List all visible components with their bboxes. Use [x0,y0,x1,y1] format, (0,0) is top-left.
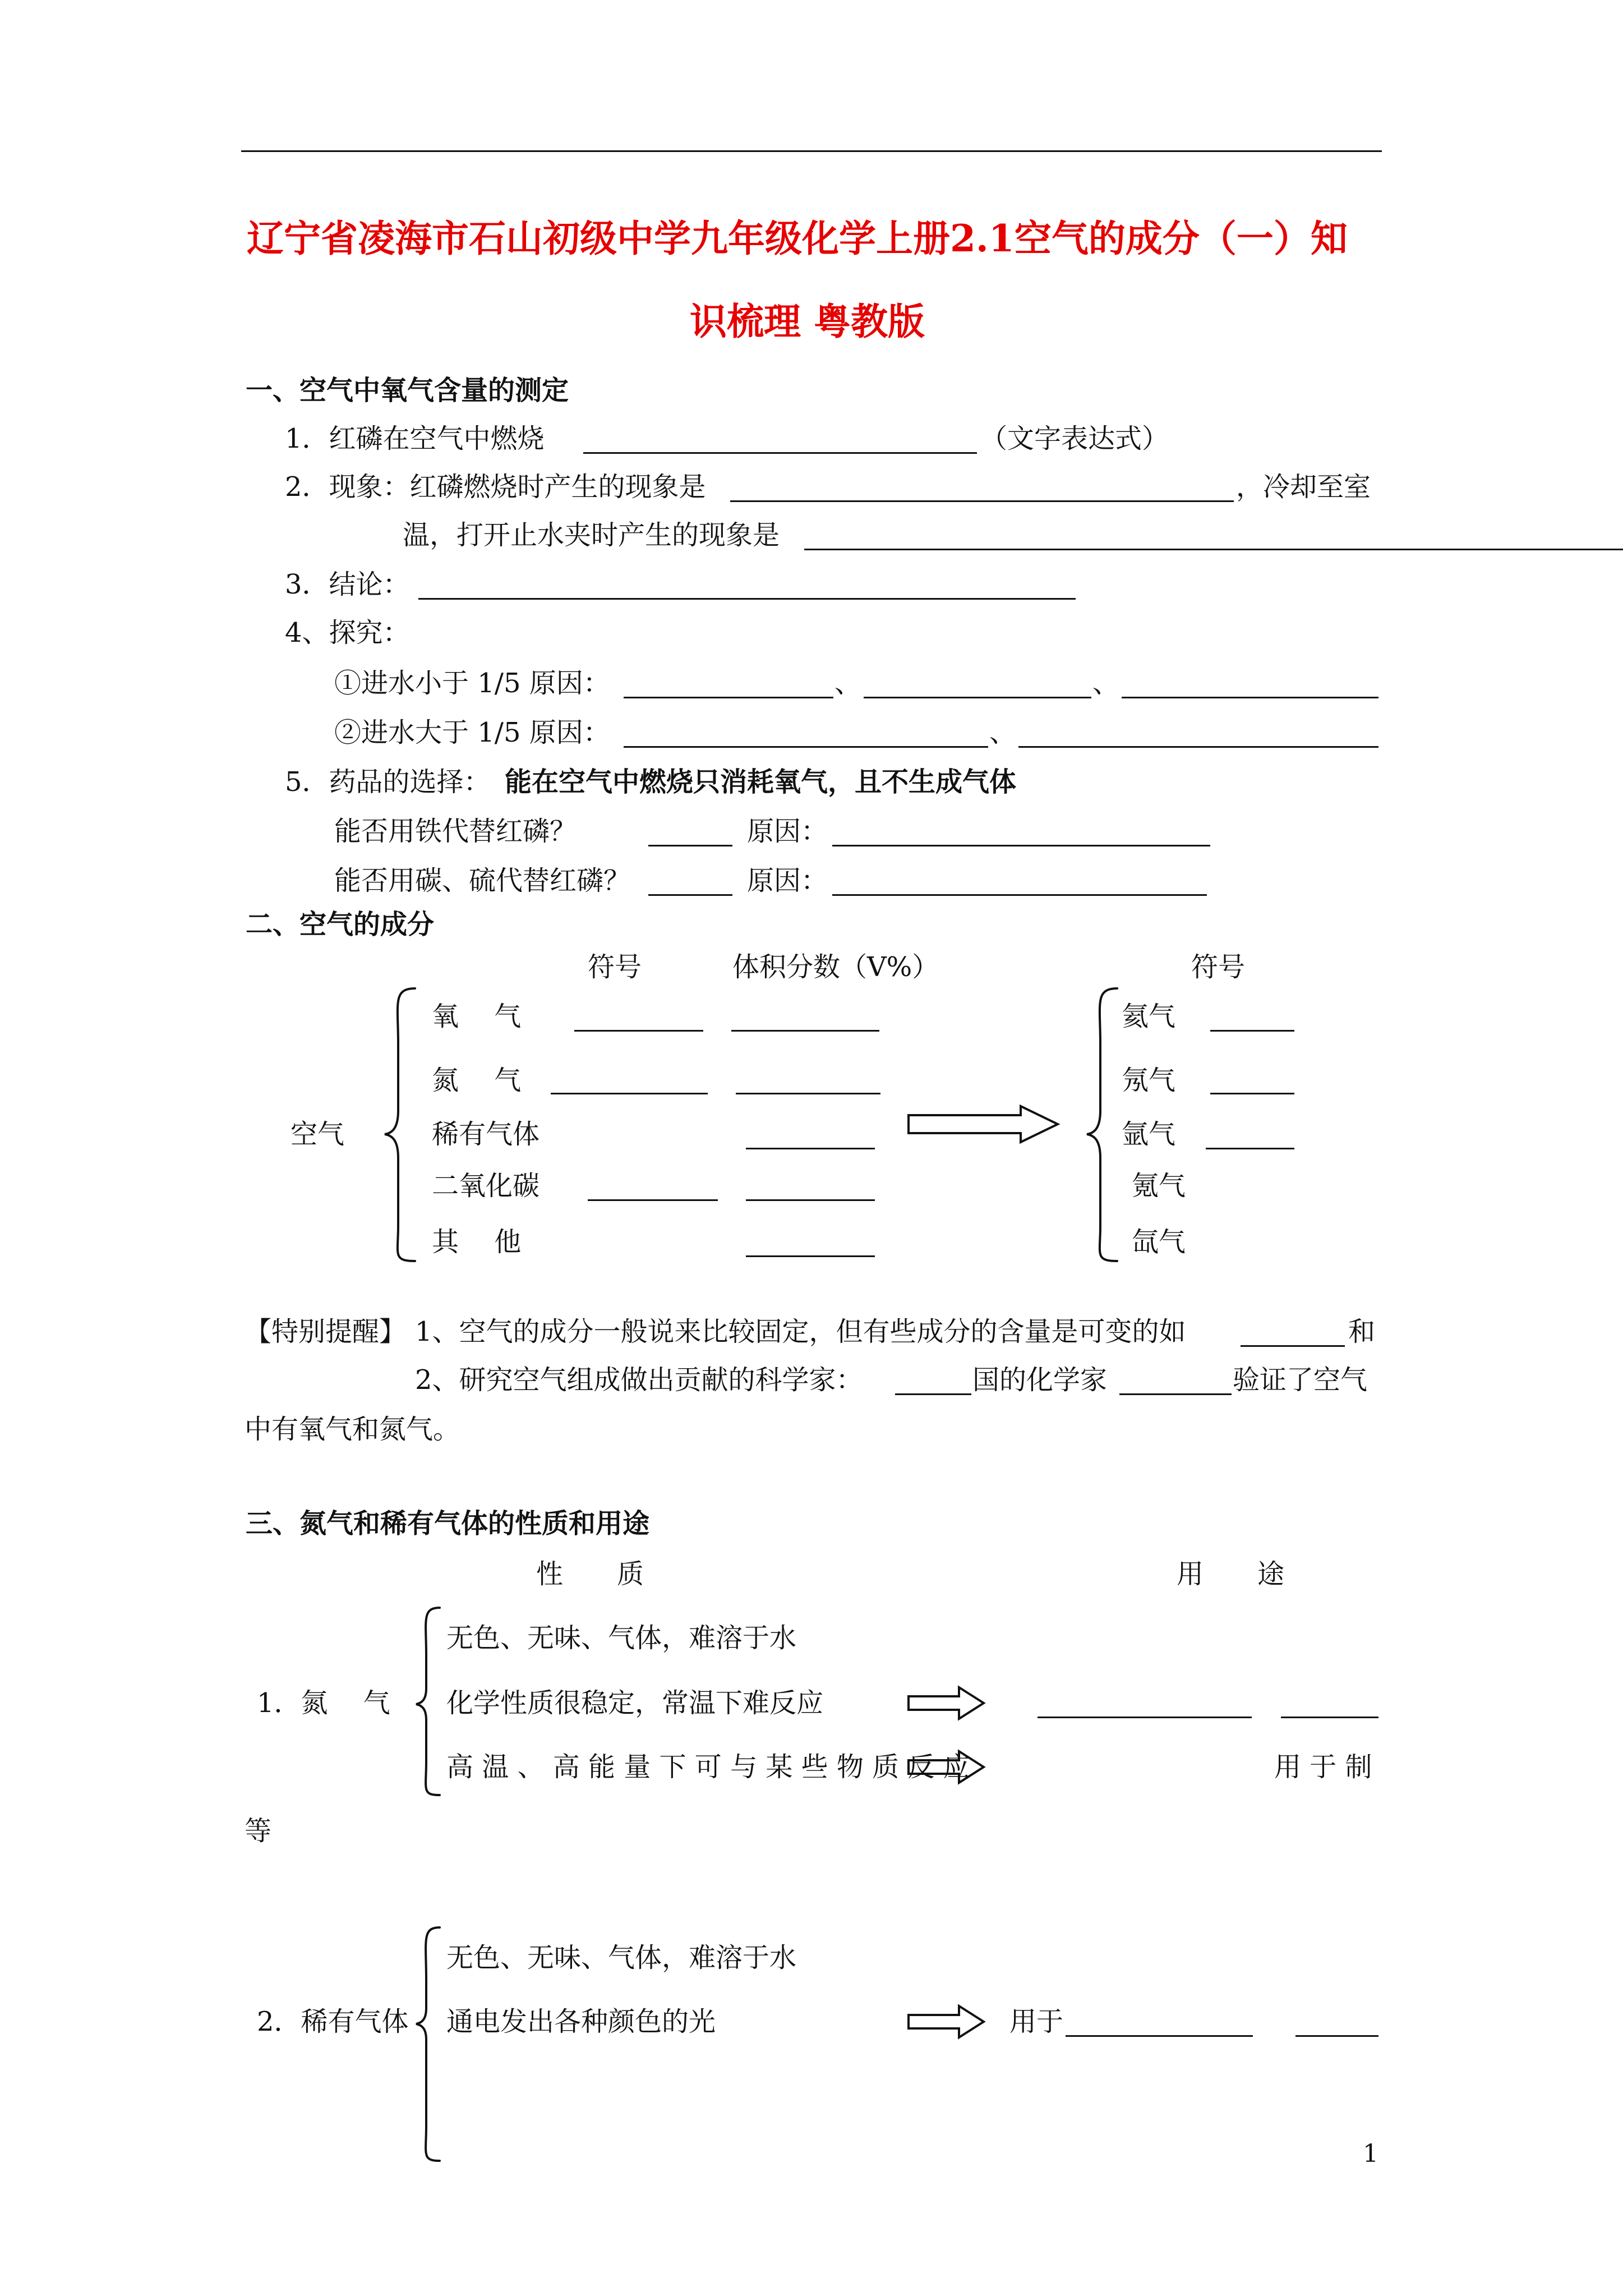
arrow-air-to-noble [909,1106,1058,1142]
reminder-2c: 验证了空气 [1233,1364,1368,1396]
noble-prop-2: 通电发出各种颜色的光 [446,2006,716,2037]
question-iron: 能否用铁代替红磷？ [334,816,577,847]
nitrogen-prop-2: 化学性质很稳定，常温下难反应 [446,1687,824,1719]
col-use: 用 途 [1177,1558,1285,1590]
reminder-2d: 中有氧气和氮气。 [245,1414,460,1445]
deng-label: 等 [245,1815,272,1847]
brace-nitrogen [416,1608,440,1795]
reminder-1-tail: 和 [1348,1316,1376,1347]
page-number: 1 [1363,2139,1378,2168]
noble-label: 2．稀有气体 [257,2006,409,2037]
col-symbol-noble: 符号 [1191,951,1246,983]
question-carbon: 能否用碳、硫代替红磷？ [334,865,631,896]
reminder-2a: 2、研究空气组成做出贡献的科学家： [415,1364,863,1396]
page-title: 辽宁省凌海市石山初级中学九年级化学上册2.1空气的成分（一）知 [247,217,1348,260]
explore1-sep2: 、 [1092,668,1120,699]
item2-label: 2．现象：红磷燃烧时产生的现象是 [285,471,706,503]
item1-note: （文字表达式） [980,423,1169,454]
reason-iron-label: 原因： [747,816,828,847]
reminder-2b: 国的化学家 [972,1364,1108,1396]
explore2-label: ②进水大于 1/5 原因： [334,717,610,748]
item2-cont: 温，打开止水夹时产生的现象是 [403,519,780,551]
item2-tail: ，冷却至室 [1236,471,1371,503]
brace-left-air [385,988,415,1261]
arrow-nitrogen-use [909,1687,984,1719]
col-property: 性 质 [536,1558,644,1590]
nitrogen-prop-1: 无色、无味、气体，难溶于水 [446,1622,797,1654]
page-title-cont: 识梳理 粤教版 [690,300,925,343]
component-co2: 二氧化碳 [432,1170,540,1202]
nitrogen-use-tail: 用 于 制 [1274,1751,1372,1783]
section1-heading: 一、空气中氧气含量的测定 [246,375,569,406]
col-volume: 体积分数（V%） [732,951,939,983]
gas-helium: 氦气 [1122,1001,1176,1032]
gas-argon: 氩气 [1122,1119,1176,1150]
arrow-noble-use [909,2006,984,2037]
component-noble: 稀有气体 [432,1119,540,1150]
section3-heading: 三、氮气和稀有气体的性质和用途 [246,1508,650,1539]
item4-label: 4、探究： [285,617,410,648]
nitrogen-prop-3: 高 温 、 高 能 量 下 可 与 某 些 物 质 反 应 [446,1751,970,1783]
item5-label: 5．药品的选择： [285,766,491,798]
explore1-sep1: 、 [834,668,862,699]
component-oxygen: 氧 气 [432,1001,522,1032]
gas-xenon: 氙气 [1132,1226,1186,1258]
air-label: 空气 [291,1119,345,1150]
brace-noble [416,1927,440,2161]
arrow-nitrogen-use-2 [909,1751,984,1783]
component-nitrogen: 氮 气 [432,1065,522,1096]
reminder-1: 1、空气的成分一般说来比较固定，但有些成分的含量是可变的如 [415,1316,1186,1347]
gas-krypton: 氪气 [1132,1170,1186,1202]
col-symbol: 符号 [588,951,642,983]
section2-heading: 二、空气的成分 [246,909,435,940]
nitrogen-label: 1．氮 气 [257,1687,390,1719]
item5-bold: 能在空气中燃烧只消耗氧气，且不生成气体 [505,766,1017,798]
explore2-sep: 、 [989,717,1017,748]
reminder-label: 【特别提醒】 [245,1316,407,1347]
yongyu-label: 用于 [1009,2006,1064,2037]
item3-label: 3．结论： [285,569,410,600]
gas-neon: 氖气 [1122,1065,1176,1096]
reason-carbon-label: 原因： [747,865,828,896]
brace-noble-gases [1087,988,1117,1261]
noble-prop-1: 无色、无味、气体，难溶于水 [446,1942,797,1973]
explore1-label: ①进水小于 1/5 原因： [334,668,610,699]
component-other: 其 他 [432,1226,522,1258]
item1-label: 1．红磷在空气中燃烧 [285,423,545,454]
